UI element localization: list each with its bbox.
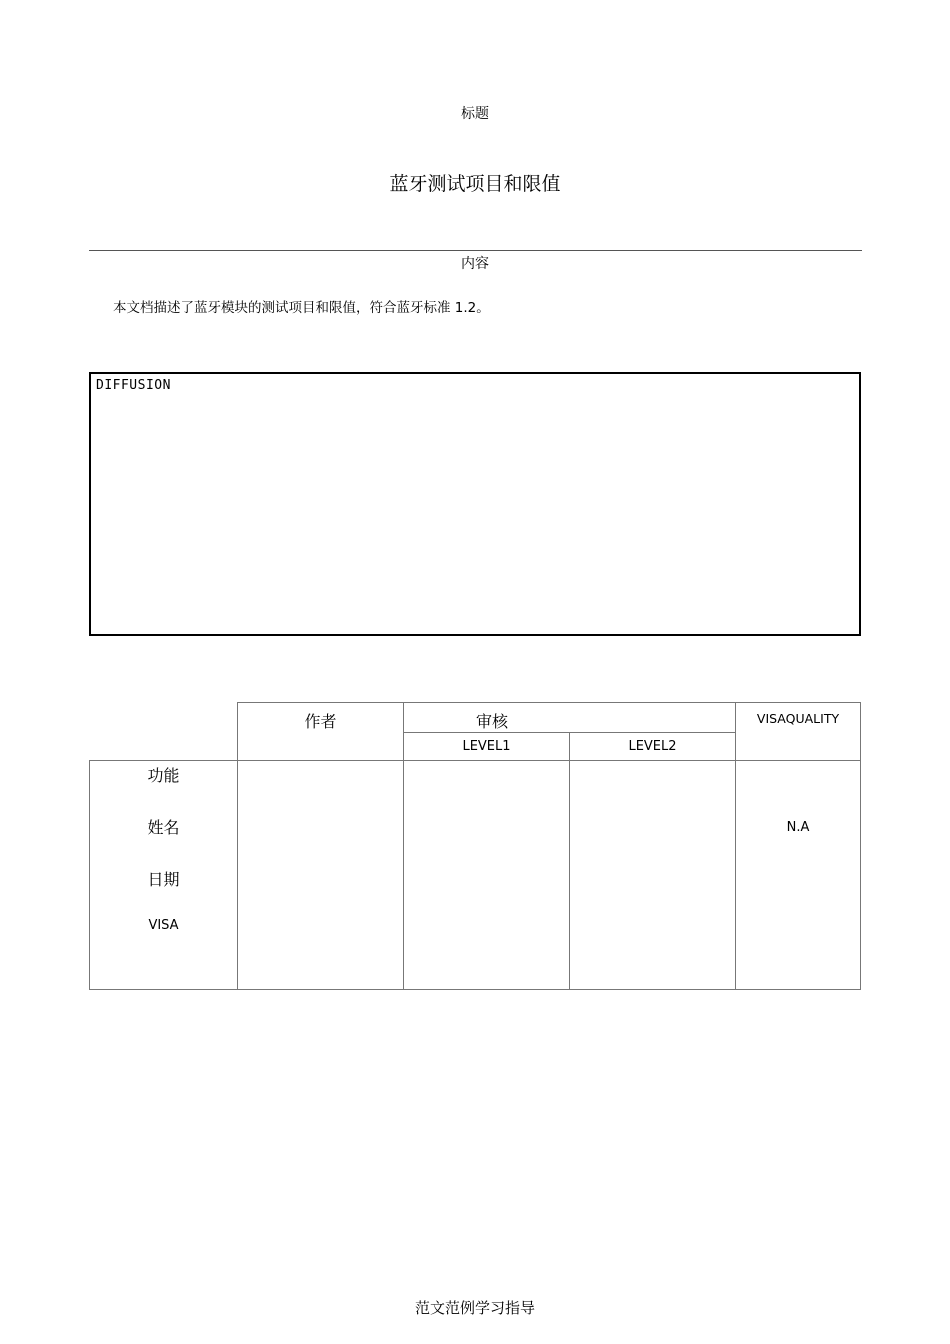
row-label-name: 姓名 <box>147 818 180 837</box>
level2-header: LEVEL2 <box>628 739 677 754</box>
row-label-date: 日期 <box>147 870 180 889</box>
content-label: 内容 <box>461 256 489 272</box>
row-label-visa: VISA <box>148 918 179 933</box>
summary-text: 本文档描述了蓝牙模块的测试项目和限值，符合蓝牙标准 1.2。 <box>113 300 490 316</box>
visaquality-cell <box>735 760 861 990</box>
level1-header: LEVEL1 <box>462 739 511 754</box>
author-cell <box>237 760 404 990</box>
level1-cell <box>403 760 570 990</box>
footer-text: 范文范例学习指导 <box>414 1299 535 1317</box>
author-header: 作者 <box>304 712 337 731</box>
row-label-function: 功能 <box>147 766 180 785</box>
visaquality-value: N.A <box>786 820 810 835</box>
level2-cell <box>569 760 736 990</box>
document-title: 蓝牙测试项目和限值 <box>389 173 561 195</box>
heading-label: 标题 <box>461 106 489 122</box>
visaquality-header: VISAQUALITY <box>756 711 840 726</box>
review-header: 审核 <box>475 712 508 731</box>
diffusion-label: DIFFUSION <box>96 378 171 393</box>
